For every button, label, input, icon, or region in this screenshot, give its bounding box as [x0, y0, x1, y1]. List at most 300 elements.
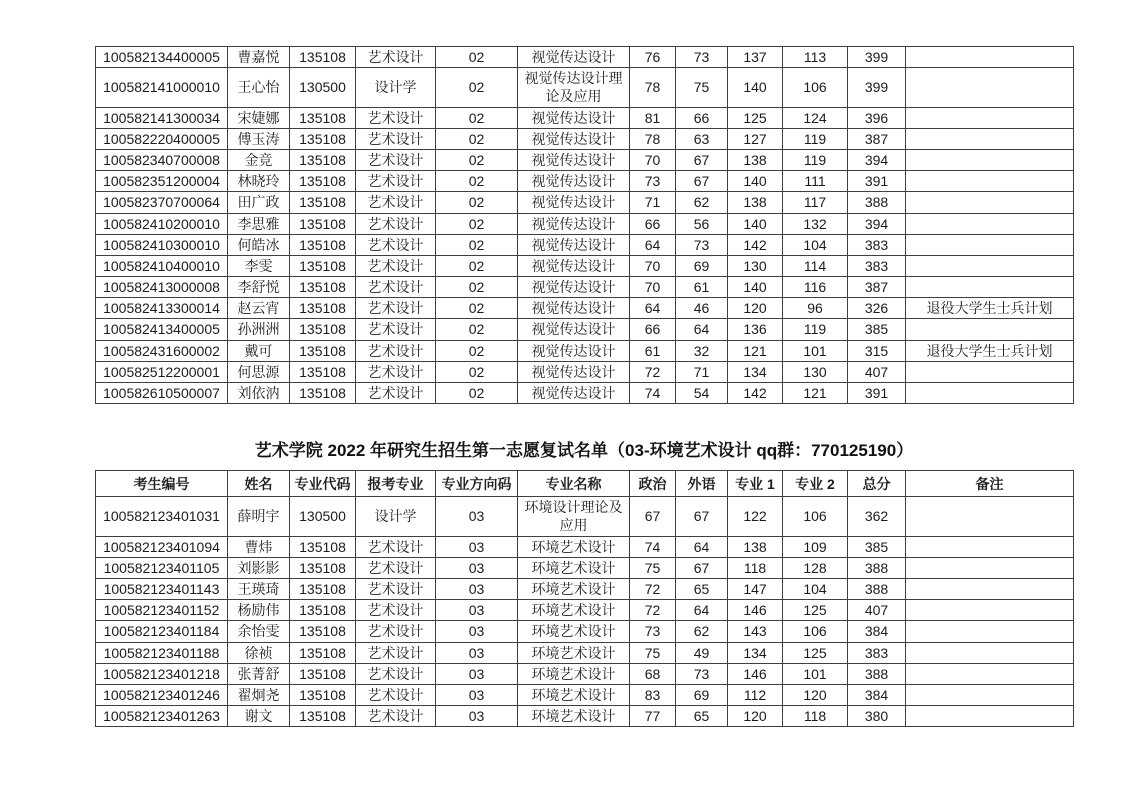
cell-major2-score: 125 [783, 642, 848, 663]
cell-name: 孙洲洲 [228, 319, 290, 340]
cell-major-code: 135108 [290, 128, 356, 149]
cell-major-name: 视觉传达设计 [518, 107, 630, 128]
cell-exam-id: 100582123401246 [96, 684, 228, 705]
cell-major-code: 135108 [290, 557, 356, 578]
cell-name: 林晓玲 [228, 171, 290, 192]
cell-major2-score: 119 [783, 319, 848, 340]
cell-foreign-lang-score: 64 [676, 319, 728, 340]
table-row [96, 557, 1074, 578]
cell-politics-score: 70 [630, 149, 676, 170]
table-row [96, 277, 1074, 298]
cell-politics-score: 68 [630, 663, 676, 684]
cell-foreign-lang-score: 49 [676, 642, 728, 663]
cell-foreign-lang-score: 69 [676, 684, 728, 705]
cell-direction-code: 03 [436, 642, 518, 663]
cell-total-score: 407 [848, 361, 906, 382]
cell-major: 艺术设计 [356, 255, 436, 276]
cell-major: 设计学 [356, 68, 436, 107]
cell-total-score: 391 [848, 171, 906, 192]
cell-major: 艺术设计 [356, 684, 436, 705]
cell-major2-score: 114 [783, 255, 848, 276]
cell-major-code: 135108 [290, 578, 356, 599]
cell-major2-score: 104 [783, 234, 848, 255]
cell-direction-code: 02 [436, 234, 518, 255]
cell-total-score: 396 [848, 107, 906, 128]
cell-exam-id: 100582413000008 [96, 277, 228, 298]
cell-major: 艺术设计 [356, 319, 436, 340]
cell-direction-code: 02 [436, 128, 518, 149]
table-row [96, 684, 1074, 705]
cell-remark [906, 128, 1074, 149]
cell-major-name: 视觉传达设计 [518, 149, 630, 170]
cell-foreign-lang-score: 63 [676, 128, 728, 149]
cell-major-name: 环境艺术设计 [518, 684, 630, 705]
cell-major1-score: 118 [728, 557, 783, 578]
header-exam-id: 考生编号 [96, 471, 228, 497]
cell-major1-score: 138 [728, 192, 783, 213]
cell-major1-score: 121 [728, 340, 783, 361]
cell-major: 艺术设计 [356, 47, 436, 68]
cell-name: 谢文 [228, 706, 290, 727]
cell-foreign-lang-score: 73 [676, 47, 728, 68]
table-row [96, 383, 1074, 404]
cell-major-name: 环境艺术设计 [518, 600, 630, 621]
table-row [96, 47, 1074, 68]
cell-direction-code: 02 [436, 192, 518, 213]
cell-total-score: 326 [848, 298, 906, 319]
cell-major2-score: 109 [783, 536, 848, 557]
cell-total-score: 407 [848, 600, 906, 621]
cell-major-name: 环境艺术设计 [518, 557, 630, 578]
cell-name: 曹嘉悦 [228, 47, 290, 68]
cell-major2-score: 125 [783, 600, 848, 621]
cell-remark [906, 578, 1074, 599]
header-major2: 专业 2 [783, 471, 848, 497]
table-row [96, 234, 1074, 255]
cell-name: 王瑛琦 [228, 578, 290, 599]
cell-direction-code: 03 [436, 578, 518, 599]
cell-direction-code: 02 [436, 68, 518, 107]
cell-major: 艺术设计 [356, 171, 436, 192]
cell-major: 艺术设计 [356, 663, 436, 684]
cell-politics-score: 66 [630, 213, 676, 234]
cell-exam-id: 100582123401188 [96, 642, 228, 663]
cell-politics-score: 72 [630, 361, 676, 382]
cell-major-name: 视觉传达设计 [518, 171, 630, 192]
cell-major-name: 视觉传达设计 [518, 298, 630, 319]
cell-politics-score: 73 [630, 171, 676, 192]
cell-major1-score: 142 [728, 234, 783, 255]
section-title-environment-art-design: 艺术学院 2022 年研究生招生第一志愿复试名单（03-环境艺术设计 qq群：770125190） [254, 441, 914, 461]
cell-direction-code: 02 [436, 361, 518, 382]
cell-major2-score: 96 [783, 298, 848, 319]
cell-major-name: 视觉传达设计 [518, 319, 630, 340]
cell-major: 艺术设计 [356, 536, 436, 557]
cell-foreign-lang-score: 67 [676, 557, 728, 578]
cell-major: 艺术设计 [356, 340, 436, 361]
header-name: 姓名 [228, 471, 290, 497]
cell-major-name: 环境艺术设计 [518, 621, 630, 642]
cell-remark [906, 149, 1074, 170]
cell-major-name: 视觉传达设计 [518, 213, 630, 234]
cell-major-code: 135108 [290, 621, 356, 642]
header-major-name: 专业名称 [518, 471, 630, 497]
cell-major: 艺术设计 [356, 213, 436, 234]
table-row [96, 319, 1074, 340]
cell-foreign-lang-score: 75 [676, 68, 728, 107]
table-row [96, 255, 1074, 276]
cell-total-score: 383 [848, 642, 906, 663]
cell-foreign-lang-score: 73 [676, 663, 728, 684]
cell-total-score: 391 [848, 383, 906, 404]
document-page [95, 0, 1075, 727]
cell-total-score: 384 [848, 621, 906, 642]
cell-major: 艺术设计 [356, 234, 436, 255]
cell-name: 薛明宇 [228, 497, 290, 536]
cell-major-name: 环境艺术设计 [518, 706, 630, 727]
cell-direction-code: 02 [436, 340, 518, 361]
cell-major1-score: 134 [728, 642, 783, 663]
cell-major-code: 135108 [290, 149, 356, 170]
cell-remark [906, 536, 1074, 557]
cell-major-code: 135108 [290, 600, 356, 621]
table-row [96, 642, 1074, 663]
cell-major2-score: 118 [783, 706, 848, 727]
cell-total-score: 394 [848, 213, 906, 234]
cell-remark [906, 213, 1074, 234]
cell-remark [906, 255, 1074, 276]
cell-politics-score: 78 [630, 68, 676, 107]
cell-major2-score: 132 [783, 213, 848, 234]
cell-name: 傅玉涛 [228, 128, 290, 149]
cell-major: 艺术设计 [356, 277, 436, 298]
cell-major-name: 视觉传达设计 [518, 277, 630, 298]
cell-major: 艺术设计 [356, 706, 436, 727]
cell-name: 何皓冰 [228, 234, 290, 255]
cell-foreign-lang-score: 54 [676, 383, 728, 404]
cell-total-score: 384 [848, 684, 906, 705]
cell-major1-score: 140 [728, 277, 783, 298]
table-row [96, 340, 1074, 361]
table-row [96, 706, 1074, 727]
cell-major1-score: 146 [728, 663, 783, 684]
cell-remark [906, 361, 1074, 382]
cell-major1-score: 125 [728, 107, 783, 128]
cell-major1-score: 120 [728, 706, 783, 727]
cell-total-score: 388 [848, 557, 906, 578]
cell-major2-score: 106 [783, 68, 848, 107]
table-row [96, 600, 1074, 621]
cell-major-name: 环境艺术设计 [518, 536, 630, 557]
cell-total-score: 387 [848, 128, 906, 149]
cell-politics-score: 61 [630, 340, 676, 361]
cell-remark [906, 234, 1074, 255]
cell-exam-id: 100582220400005 [96, 128, 228, 149]
cell-name: 徐祯 [228, 642, 290, 663]
cell-foreign-lang-score: 67 [676, 497, 728, 536]
cell-direction-code: 03 [436, 706, 518, 727]
cell-direction-code: 02 [436, 47, 518, 68]
cell-foreign-lang-score: 73 [676, 234, 728, 255]
cell-exam-id: 100582431600002 [96, 340, 228, 361]
cell-remark [906, 68, 1074, 107]
cell-direction-code: 02 [436, 277, 518, 298]
cell-exam-id: 100582123401031 [96, 497, 228, 536]
cell-major2-score: 101 [783, 340, 848, 361]
cell-major: 艺术设计 [356, 361, 436, 382]
table-row [96, 68, 1074, 107]
cell-exam-id: 100582413400005 [96, 319, 228, 340]
cell-direction-code: 02 [436, 107, 518, 128]
header-total: 总分 [848, 471, 906, 497]
cell-total-score: 387 [848, 277, 906, 298]
cell-remark [906, 277, 1074, 298]
table-visual-design-reexam-list [95, 46, 1074, 404]
cell-major-name: 视觉传达设计 [518, 234, 630, 255]
cell-major-code: 135108 [290, 536, 356, 557]
cell-politics-score: 70 [630, 255, 676, 276]
cell-remark [906, 319, 1074, 340]
cell-major2-score: 130 [783, 361, 848, 382]
cell-major1-score: 112 [728, 684, 783, 705]
cell-direction-code: 02 [436, 298, 518, 319]
cell-total-score: 399 [848, 68, 906, 107]
cell-major: 艺术设计 [356, 383, 436, 404]
cell-politics-score: 83 [630, 684, 676, 705]
cell-politics-score: 74 [630, 383, 676, 404]
cell-total-score: 362 [848, 497, 906, 536]
cell-total-score: 380 [848, 706, 906, 727]
cell-exam-id: 100582123401184 [96, 621, 228, 642]
cell-remark [906, 383, 1074, 404]
cell-name: 刘影影 [228, 557, 290, 578]
cell-major-code: 135108 [290, 319, 356, 340]
cell-major2-score: 104 [783, 578, 848, 599]
cell-direction-code: 02 [436, 213, 518, 234]
header-direction-code: 专业方向码 [436, 471, 518, 497]
cell-major2-score: 119 [783, 149, 848, 170]
cell-major-code: 135108 [290, 340, 356, 361]
cell-remark: 退役大学生士兵计划 [906, 340, 1074, 361]
cell-remark: 退役大学生士兵计划 [906, 298, 1074, 319]
cell-direction-code: 02 [436, 149, 518, 170]
table-row [96, 536, 1074, 557]
table-row [96, 192, 1074, 213]
cell-exam-id: 100582512200001 [96, 361, 228, 382]
cell-direction-code: 03 [436, 536, 518, 557]
cell-major2-score: 106 [783, 497, 848, 536]
table-row [96, 663, 1074, 684]
cell-major2-score: 116 [783, 277, 848, 298]
cell-total-score: 383 [848, 234, 906, 255]
cell-foreign-lang-score: 62 [676, 192, 728, 213]
cell-major2-score: 117 [783, 192, 848, 213]
cell-major2-score: 113 [783, 47, 848, 68]
cell-major-code: 135108 [290, 642, 356, 663]
cell-major: 设计学 [356, 497, 436, 536]
table-header-row [96, 471, 1074, 497]
cell-major-code: 130500 [290, 497, 356, 536]
cell-major1-score: 120 [728, 298, 783, 319]
cell-major2-score: 121 [783, 383, 848, 404]
table-row [96, 107, 1074, 128]
cell-total-score: 385 [848, 319, 906, 340]
cell-name: 王心怡 [228, 68, 290, 107]
cell-exam-id: 100582413300014 [96, 298, 228, 319]
cell-foreign-lang-score: 62 [676, 621, 728, 642]
cell-major: 艺术设计 [356, 192, 436, 213]
cell-remark [906, 107, 1074, 128]
cell-exam-id: 100582123401218 [96, 663, 228, 684]
cell-remark [906, 192, 1074, 213]
cell-politics-score: 77 [630, 706, 676, 727]
cell-major1-score: 130 [728, 255, 783, 276]
cell-exam-id: 100582134400005 [96, 47, 228, 68]
cell-foreign-lang-score: 64 [676, 600, 728, 621]
cell-major1-score: 136 [728, 319, 783, 340]
cell-direction-code: 03 [436, 600, 518, 621]
cell-total-score: 315 [848, 340, 906, 361]
cell-foreign-lang-score: 66 [676, 107, 728, 128]
cell-foreign-lang-score: 46 [676, 298, 728, 319]
cell-politics-score: 81 [630, 107, 676, 128]
cell-direction-code: 02 [436, 171, 518, 192]
cell-major: 艺术设计 [356, 578, 436, 599]
cell-major2-score: 124 [783, 107, 848, 128]
cell-politics-score: 64 [630, 234, 676, 255]
cell-major-code: 135108 [290, 192, 356, 213]
cell-foreign-lang-score: 65 [676, 706, 728, 727]
cell-major: 艺术设计 [356, 557, 436, 578]
table-row [96, 298, 1074, 319]
cell-major-name: 视觉传达设计 [518, 361, 630, 382]
cell-major-code: 135108 [290, 47, 356, 68]
cell-major1-score: 140 [728, 171, 783, 192]
cell-politics-score: 72 [630, 600, 676, 621]
cell-total-score: 399 [848, 47, 906, 68]
cell-major: 艺术设计 [356, 600, 436, 621]
cell-name: 何思源 [228, 361, 290, 382]
cell-major: 艺术设计 [356, 642, 436, 663]
cell-total-score: 385 [848, 536, 906, 557]
cell-major-code: 135108 [290, 298, 356, 319]
cell-exam-id: 100582370700064 [96, 192, 228, 213]
cell-major1-score: 138 [728, 149, 783, 170]
cell-politics-score: 75 [630, 642, 676, 663]
cell-foreign-lang-score: 61 [676, 277, 728, 298]
table-row [96, 621, 1074, 642]
cell-foreign-lang-score: 32 [676, 340, 728, 361]
cell-major: 艺术设计 [356, 621, 436, 642]
cell-name: 戴可 [228, 340, 290, 361]
cell-major-name: 环境设计理论及应用 [518, 497, 630, 536]
cell-politics-score: 75 [630, 557, 676, 578]
cell-politics-score: 72 [630, 578, 676, 599]
cell-total-score: 388 [848, 663, 906, 684]
header-major1: 专业 1 [728, 471, 783, 497]
cell-major1-score: 142 [728, 383, 783, 404]
cell-exam-id: 100582351200004 [96, 171, 228, 192]
cell-exam-id: 100582410200010 [96, 213, 228, 234]
table-row [96, 213, 1074, 234]
table-row [96, 578, 1074, 599]
cell-major-code: 135108 [290, 684, 356, 705]
cell-total-score: 394 [848, 149, 906, 170]
cell-politics-score: 67 [630, 497, 676, 536]
cell-direction-code: 03 [436, 663, 518, 684]
cell-major1-score: 143 [728, 621, 783, 642]
cell-major-name: 视觉传达设计 [518, 192, 630, 213]
cell-major-code: 135108 [290, 383, 356, 404]
cell-major-name: 视觉传达设计理论及应用 [518, 68, 630, 107]
cell-exam-id: 100582141300034 [96, 107, 228, 128]
cell-major1-score: 127 [728, 128, 783, 149]
cell-total-score: 383 [848, 255, 906, 276]
cell-remark [906, 621, 1074, 642]
cell-major2-score: 106 [783, 621, 848, 642]
cell-major-name: 视觉传达设计 [518, 255, 630, 276]
cell-foreign-lang-score: 67 [676, 171, 728, 192]
table-row [96, 497, 1074, 536]
cell-remark [906, 706, 1074, 727]
cell-major-code: 130500 [290, 68, 356, 107]
cell-major1-score: 122 [728, 497, 783, 536]
cell-major-code: 135108 [290, 277, 356, 298]
cell-exam-id: 100582141000010 [96, 68, 228, 107]
cell-major-code: 135108 [290, 213, 356, 234]
cell-major-name: 视觉传达设计 [518, 47, 630, 68]
cell-exam-id: 100582123401263 [96, 706, 228, 727]
header-major: 报考专业 [356, 471, 436, 497]
cell-major1-score: 137 [728, 47, 783, 68]
cell-major1-score: 147 [728, 578, 783, 599]
cell-total-score: 388 [848, 578, 906, 599]
cell-name: 翟炯尧 [228, 684, 290, 705]
cell-name: 张菁舒 [228, 663, 290, 684]
cell-name: 刘依汭 [228, 383, 290, 404]
cell-politics-score: 70 [630, 277, 676, 298]
cell-name: 赵云宵 [228, 298, 290, 319]
cell-remark [906, 47, 1074, 68]
cell-exam-id: 100582123401143 [96, 578, 228, 599]
cell-politics-score: 66 [630, 319, 676, 340]
table-row [96, 128, 1074, 149]
cell-remark [906, 642, 1074, 663]
cell-remark [906, 600, 1074, 621]
cell-direction-code: 03 [436, 684, 518, 705]
cell-name: 金竞 [228, 149, 290, 170]
cell-major-name: 环境艺术设计 [518, 642, 630, 663]
cell-major2-score: 101 [783, 663, 848, 684]
cell-name: 宋婕娜 [228, 107, 290, 128]
cell-exam-id: 100582123401094 [96, 536, 228, 557]
cell-direction-code: 02 [436, 319, 518, 340]
cell-politics-score: 73 [630, 621, 676, 642]
cell-major-code: 135108 [290, 663, 356, 684]
cell-remark [906, 557, 1074, 578]
cell-name: 李雯 [228, 255, 290, 276]
cell-direction-code: 03 [436, 497, 518, 536]
cell-foreign-lang-score: 64 [676, 536, 728, 557]
cell-remark [906, 663, 1074, 684]
cell-major-code: 135108 [290, 706, 356, 727]
header-remark: 备注 [906, 471, 1074, 497]
cell-major-code: 135108 [290, 255, 356, 276]
cell-name: 李舒悦 [228, 277, 290, 298]
cell-major-code: 135108 [290, 234, 356, 255]
cell-exam-id: 100582610500007 [96, 383, 228, 404]
header-politics: 政治 [630, 471, 676, 497]
